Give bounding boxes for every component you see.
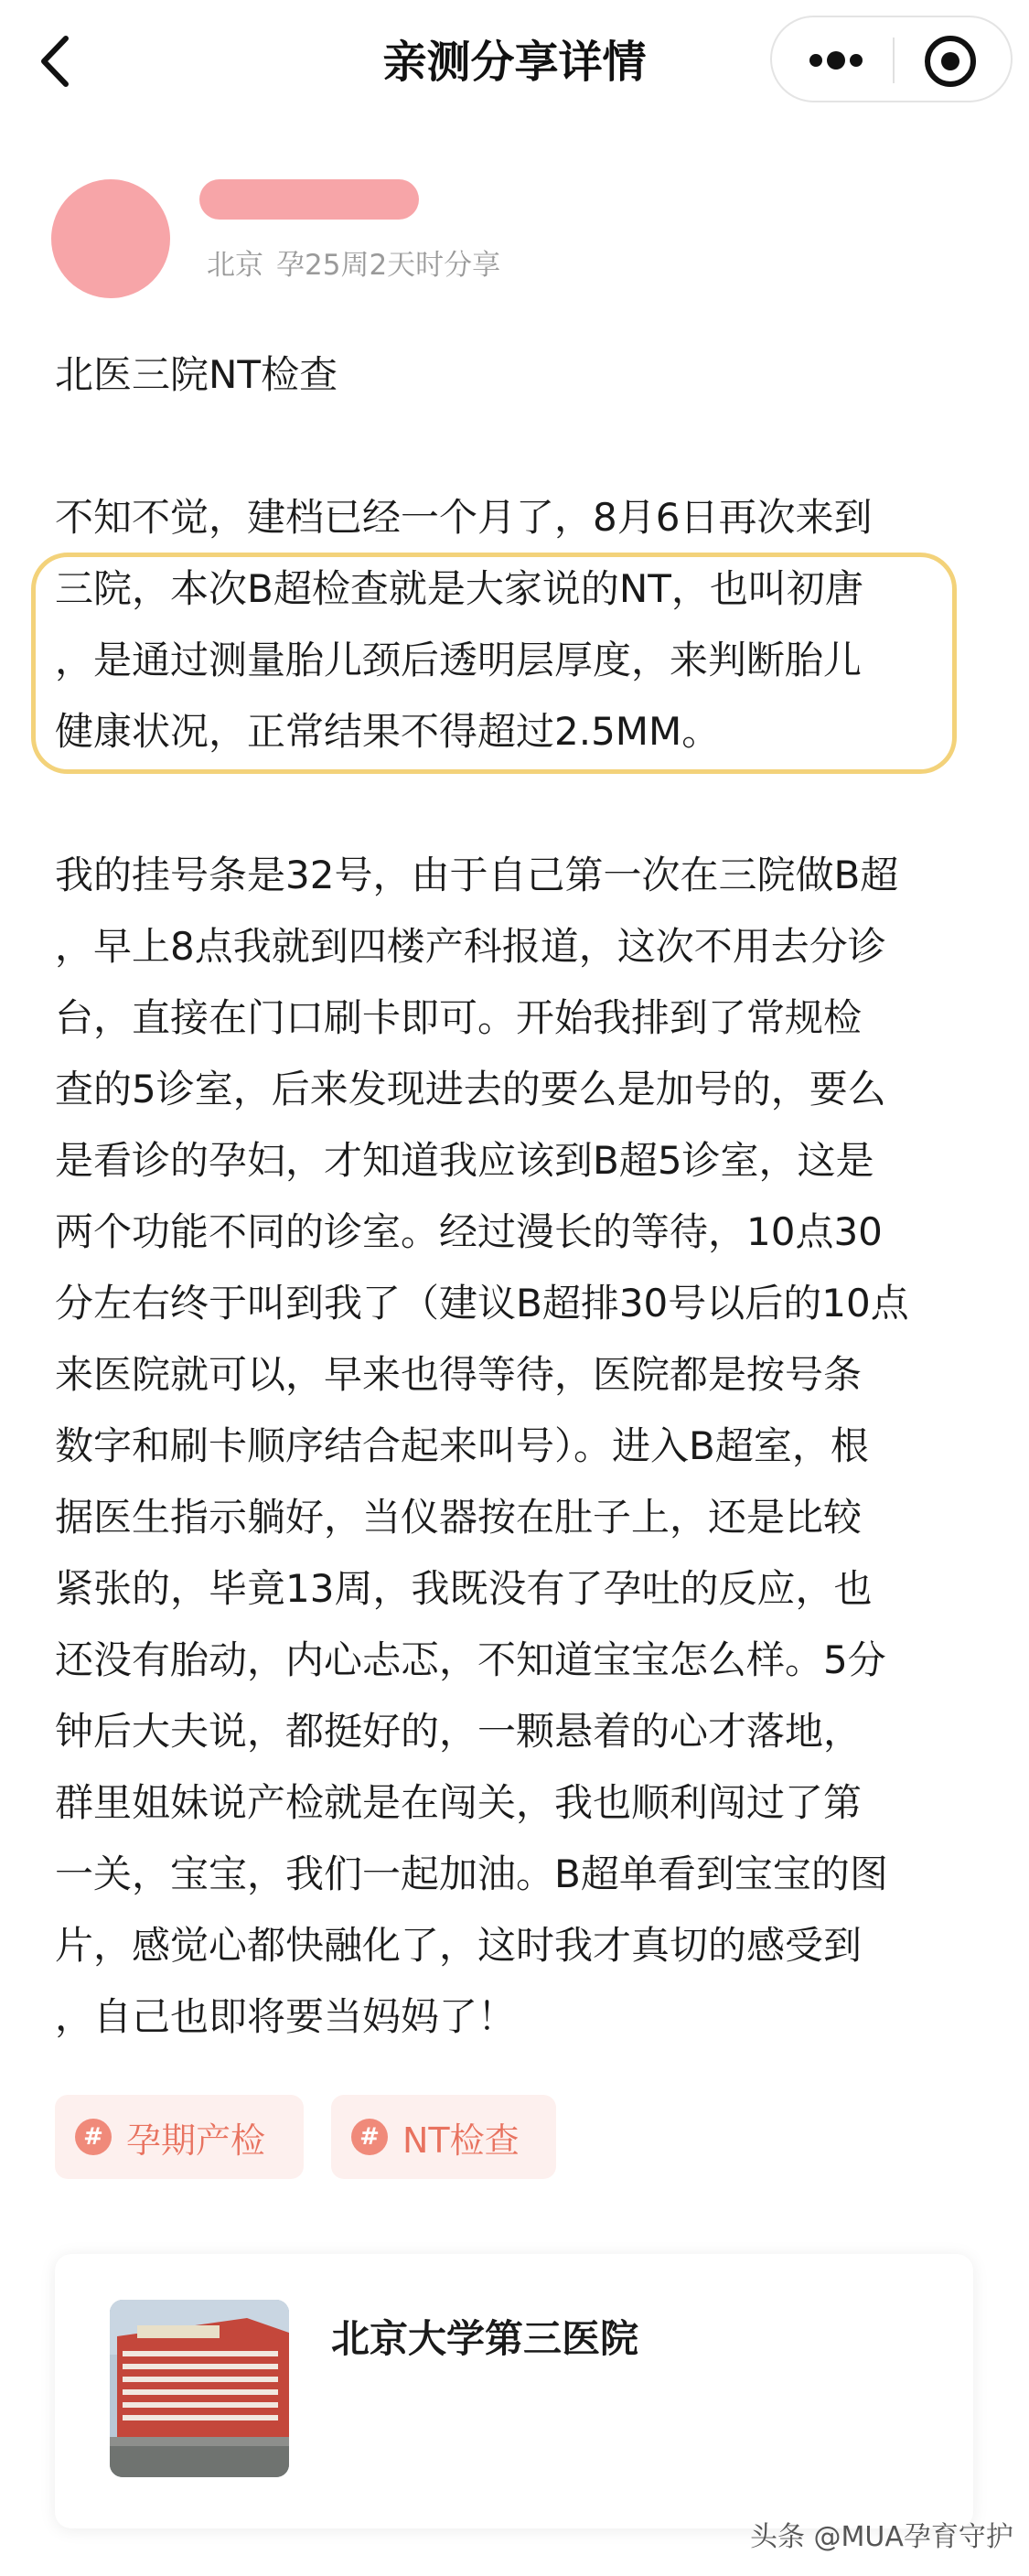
text-line: 不知不觉，建档已经一个月了，8月6日再次来到 — [55, 495, 873, 540]
text-line: 两个功能不同的诊室。经过漫长的等待，10点30 — [55, 1209, 883, 1254]
hashtag-icon: # — [351, 2119, 388, 2155]
source-watermark: 头条 @MUA孕育守护 — [750, 2521, 1013, 2553]
post-title: 北医三院NT检查 — [55, 352, 338, 397]
text-line: 数字和刷卡顺序结合起来叫号）。进入B超室，根 — [55, 1423, 869, 1468]
target-circle-icon — [918, 29, 982, 93]
text-line: 三院，本次B超检查就是大家说的NT，也叫初唐 — [55, 566, 863, 611]
avatar[interactable] — [51, 179, 170, 298]
capsule-divider — [893, 38, 895, 83]
text-line: 查的5诊室，后来发现进去的要么是加号的，要么 — [55, 1067, 886, 1111]
text-line: 健康状况，正常结果不得超过2.5MM。 — [55, 709, 721, 754]
text-line: ，自己也即将要当妈妈了！ — [55, 1994, 517, 2039]
text-line: 台，直接在门口刷卡即可。开始我排到了常规检 — [55, 995, 863, 1040]
text-line: 分左右终于叫到我了（建议B超排30号以后的10点 — [55, 1281, 909, 1326]
post-paragraph-2 — [55, 840, 979, 2053]
username-redacted[interactable] — [199, 179, 419, 220]
hospital-photo — [110, 2300, 289, 2477]
author-location: 北京 — [207, 249, 263, 282]
text-line: ，早上8点我就到四楼产科报道，这次不用去分诊 — [55, 924, 886, 969]
text-line: ，是通过测量胎儿颈后透明层厚度，来判断胎儿 — [55, 638, 863, 682]
tag-label: NT检查 — [402, 2120, 520, 2161]
text-line: 来医院就可以，早来也得等待，医院都是按号条 — [55, 1352, 863, 1397]
text-line: 是看诊的孕妇，才知道我应该到B超5诊室，这是 — [55, 1138, 874, 1183]
nav-bar — [0, 0, 1029, 123]
text-line: 群里姐妹说产检就是在闯关，我也顺利闯过了第 — [55, 1780, 863, 1825]
post-paragraph-1 — [55, 482, 979, 767]
hospital-name: 北京大学第三医院 — [331, 2316, 639, 2361]
text-line: 据医生指示躺好，当仪器按在肚子上，还是比较 — [55, 1495, 863, 1540]
post-meta — [207, 247, 500, 284]
tag-label: 孕期产检 — [126, 2120, 266, 2161]
mini-program-capsule — [770, 16, 1013, 102]
tag-pregnancy-checkup[interactable] — [55, 2095, 304, 2179]
close-mini-program-button[interactable] — [918, 29, 982, 93]
text-line: 片，感觉心都快融化了，这时我才真切的感受到 — [55, 1923, 863, 1968]
hashtag-icon: # — [75, 2119, 112, 2155]
hospital-card[interactable] — [55, 2254, 973, 2528]
more-button[interactable] — [799, 38, 873, 83]
text-line: 一关，宝宝，我们一起加油。B超单看到宝宝的图 — [55, 1852, 888, 1896]
text-line: 我的挂号条是32号，由于自己第一次在三院做B超 — [55, 853, 899, 897]
tag-nt-check[interactable] — [331, 2095, 556, 2179]
author-status: 孕25周2天时分享 — [276, 249, 501, 282]
text-line: 还没有胎动，内心忐忑，不知道宝宝怎么样。5分 — [55, 1637, 886, 1682]
page-title: 亲测分享详情 — [382, 37, 647, 88]
text-line: 钟后大夫说，都挺好的，一颗悬着的心才落地， — [55, 1709, 863, 1754]
text-line: 紧张的，毕竟13周，我既没有了孕吐的反应，也 — [55, 1566, 873, 1611]
more-dots-icon — [799, 38, 873, 83]
